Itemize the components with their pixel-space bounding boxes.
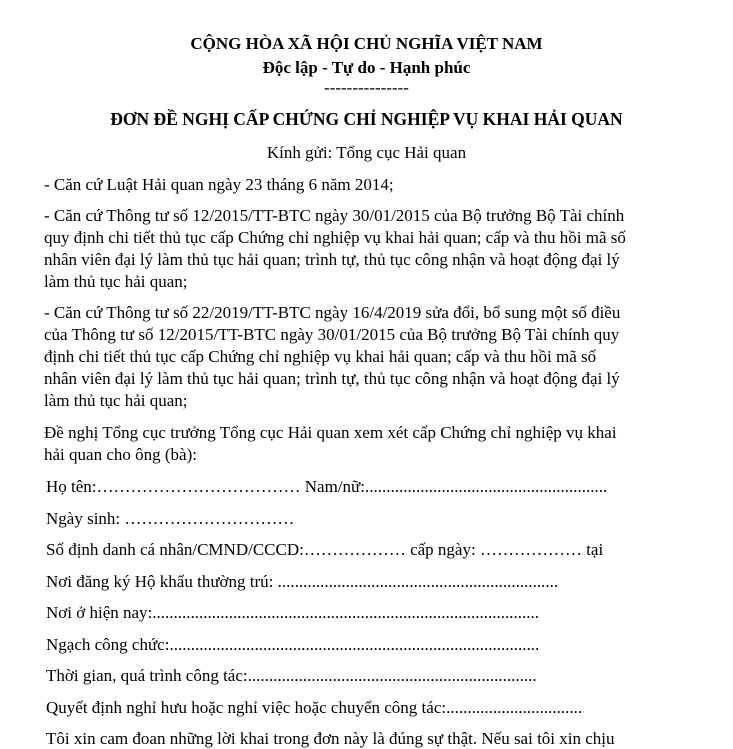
- legal-basis-3-line-2: của Thông tư số 12/2015/TT-BTC ngày 30/01/2015 của Bộ trưởng Bộ Tài chính quy: [44, 325, 620, 344]
- declaration-line: Tôi xin cam đoan những lời khai trong đơn này là đúng sự thật. Nếu sai tôi xin chịu: [46, 729, 615, 748]
- legal-basis-3-line-3: định chi tiết thủ tục cấp Chứng chỉ nghiệp vụ khai hải quan; cấp và thu hồi mã số: [44, 347, 597, 366]
- field-retirement-decision: Quyết định nghỉ hưu hoặc nghỉ việc hoặc chuyển công tác:................................: [46, 698, 583, 717]
- request-line-1: Đề nghị Tổng cục trưởng Tổng cục Hải quan xem xét cấp Chứng chỉ nghiệp vụ khai: [44, 423, 617, 442]
- legal-basis-2-line-3: nhân viên đại lý làm thủ tục hải quan; trình tự, thủ tục công nhận và hoạt động đại lý: [44, 250, 620, 269]
- legal-basis-2-line-2: quy định chi tiết thủ tục cấp Chứng chỉ nghiệp vụ khai hải quan; cấp và thu hồi mã số: [44, 228, 626, 247]
- field-civil-servant-rank: Ngạch công chức:.......................................................................................: [46, 635, 540, 654]
- legal-basis-3-line-4: nhân viên đại lý làm thủ tục hải quan; trình tự, thủ tục công nhận và hoạt động đại lý: [44, 369, 620, 388]
- field-name-gender: Họ tên:……………………………… Nam/nữ:.........................................................: [46, 477, 608, 496]
- national-title: CỘNG HÒA XÃ HỘI CHỦ NGHĨA VIỆT NAM: [190, 34, 543, 53]
- legal-basis-2-line-4: làm thủ tục hải quan;: [44, 272, 188, 291]
- field-household-registration: Nơi đăng ký Hộ khẩu thường trú: ..................................................................: [46, 572, 559, 591]
- legal-basis-2-line-1: - Căn cứ Thông tư số 12/2015/TT-BTC ngày 30/01/2015 của Bộ trưởng Bộ Tài chính: [44, 206, 625, 225]
- legal-basis-3-line-1: - Căn cứ Thông tư số 22/2019/TT-BTC ngày 16/4/2019 sửa đổi, bổ sung một số điều: [44, 303, 621, 322]
- field-date-of-birth: Ngày sinh: …………………………: [46, 509, 295, 528]
- request-line-2: hải quan cho ông (bà):: [44, 445, 197, 464]
- motto: Độc lập - Tự do - Hạnh phúc: [262, 58, 471, 77]
- header-separator: ---------------: [324, 78, 409, 97]
- field-work-history: Thời gian, quá trình công tác:....................................................................: [46, 666, 537, 685]
- legal-basis-1: - Căn cứ Luật Hải quan ngày 23 tháng 6 năm 2014;: [44, 175, 394, 194]
- field-id-number: Số định danh cá nhân/CMND/CCCD:……………… cấp ngày: ……………… tại: [46, 540, 604, 559]
- recipient-line: Kính gửi: Tổng cục Hải quan: [266, 143, 467, 162]
- legal-basis-3-line-5: làm thủ tục hải quan;: [44, 391, 188, 410]
- document-title: ĐƠN ĐỀ NGHỊ CẤP CHỨNG CHỈ NGHIỆP VỤ KHAI HẢI QUAN: [110, 109, 623, 129]
- field-current-residence: Nơi ở hiện nay:...........................................................................................: [46, 603, 540, 622]
